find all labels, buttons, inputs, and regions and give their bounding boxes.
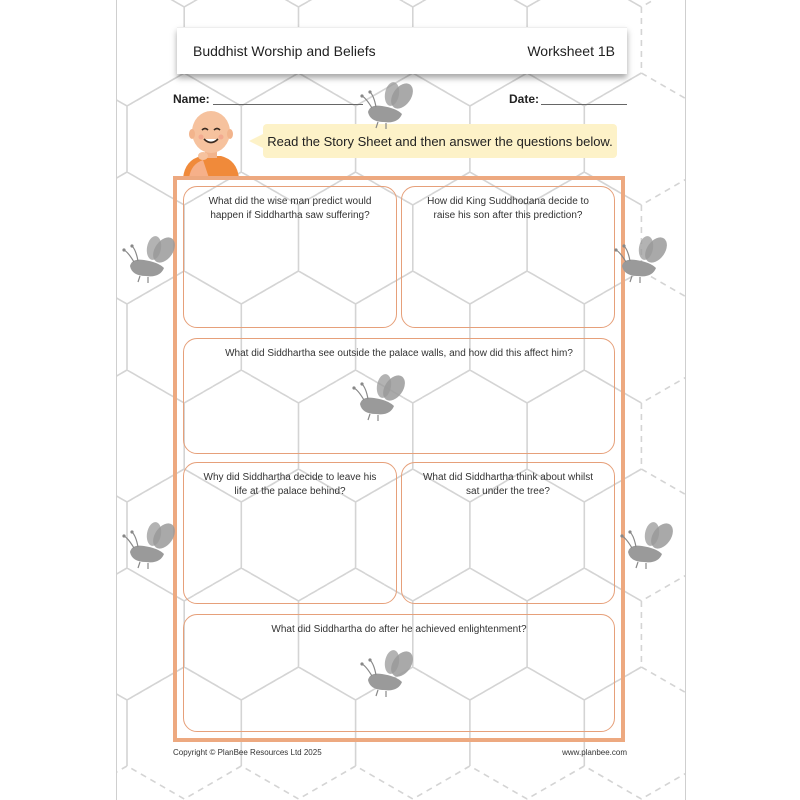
question-box-5[interactable]	[401, 462, 615, 604]
fly-icon	[612, 236, 672, 286]
question-text: What did Siddhartha do after he achieved enlightenment?	[271, 624, 527, 635]
name-field[interactable]	[213, 104, 363, 105]
question-text: Why did Siddhartha decide to leave his life at the palace behind?	[203, 472, 377, 497]
date-field[interactable]	[541, 104, 627, 105]
date-label: Date:	[509, 92, 540, 106]
fly-icon	[120, 522, 180, 572]
monk-illustration	[179, 106, 243, 178]
website-link[interactable]: www.planbee.com	[562, 748, 627, 757]
worksheet-number: Worksheet 1B	[527, 43, 615, 59]
fly-icon	[618, 522, 678, 572]
question-box-2[interactable]	[401, 186, 615, 328]
question-text: How did King Suddhodana decide to raise his son after this prediction?	[427, 196, 589, 221]
question-text: What did Siddhartha think about whilst sat under the tree?	[422, 472, 594, 497]
question-box-4[interactable]	[183, 462, 397, 604]
copyright-text: Copyright © PlanBee Resources Ltd 2025	[173, 748, 322, 757]
question-box-1[interactable]	[183, 186, 397, 328]
fly-icon	[350, 374, 410, 424]
fly-icon	[358, 82, 418, 132]
fly-icon	[120, 236, 180, 286]
header-bar	[177, 27, 627, 74]
question-text: What did the wise man predict would happen if Siddhartha saw suffering?	[208, 196, 372, 221]
instruction-text: Read the Story Sheet and then answer the questions below.	[267, 134, 613, 149]
instruction-bubble	[263, 124, 617, 158]
fly-icon	[358, 650, 418, 700]
question-text: What did Siddhartha see outside the palace walls, and how did this affect him?	[225, 348, 573, 359]
name-label: Name:	[173, 92, 210, 106]
worksheet-title: Buddhist Worship and Beliefs	[193, 43, 376, 59]
